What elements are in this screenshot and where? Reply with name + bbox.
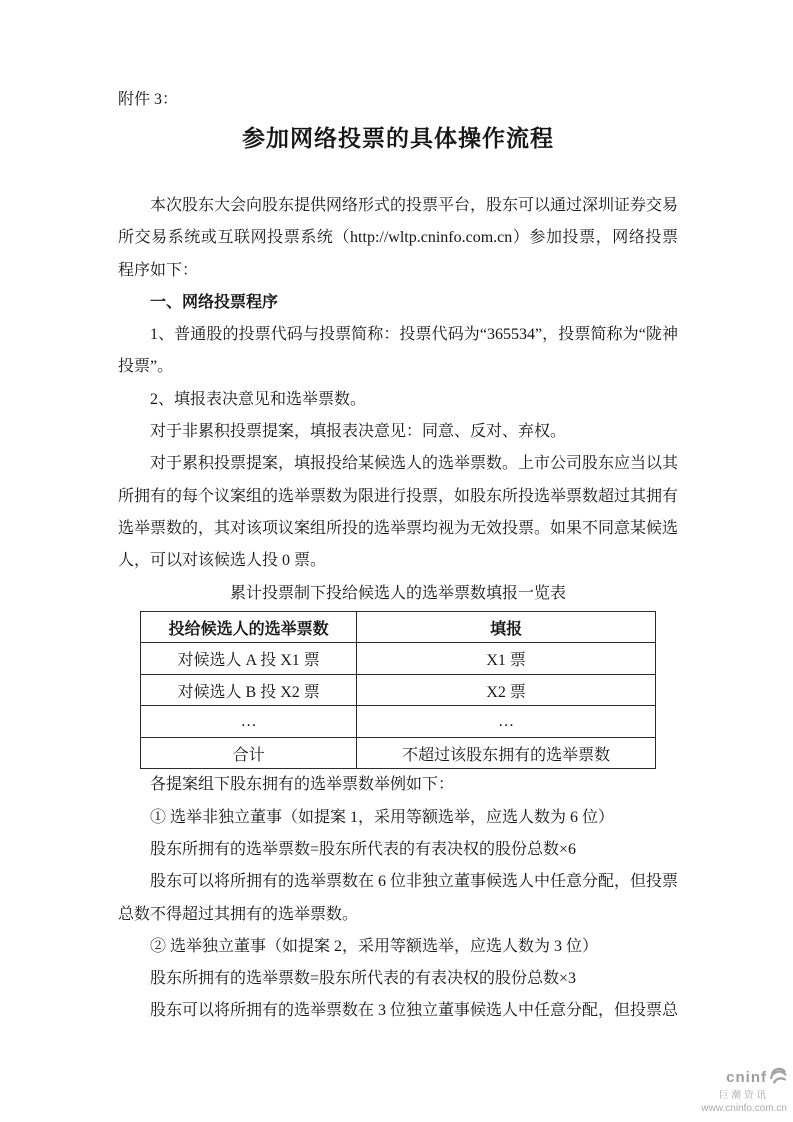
page-title: 参加网络投票的具体操作流程 (242, 125, 554, 151)
table-cell: 对候选人 A 投 X1 票 (141, 643, 357, 675)
table-header-votes: 投给候选人的选举票数 (141, 611, 357, 643)
example1-formula: 股东所拥有的选举票数=股东所代表的有表决权的股份总数×6 (150, 840, 577, 858)
examples-lead: 各提案组下股东拥有的选举票数举例如下： (150, 776, 455, 794)
table-cell: 对候选人 B 投 X2 票 (141, 674, 357, 706)
table-cell: … (141, 706, 357, 738)
item-non-cumulative: 对于非累积投票提案，填报表决意见：同意、反对、弃权。 (150, 423, 567, 441)
table-cell: … (357, 706, 656, 738)
example2-note: 股东可以将所拥有的选举票数在 3 位独立董事候选人中任意分配，但投票总 (150, 1002, 679, 1020)
table-row (141, 737, 656, 769)
cninfo-swirl-icon (769, 1067, 787, 1090)
intro-paragraph: 本次股东大会向股东提供网络形式的投票平台，股东可以通过深圳证券交易所交易系统或互联网投票系统（http://wltp.cninfo.com.cn）参加投票，网络投票程序如下： (118, 197, 679, 279)
example2-heading: ② 选举独立董事（如提案 2，采用等额选举，应选人数为 3 位） (150, 937, 599, 955)
table-caption: 累计投票制下投给候选人的选举票数填报一览表 (229, 584, 566, 602)
cninfo-url: www.cninfo.com.cn (701, 1103, 787, 1114)
vote-table (140, 611, 656, 770)
table-header-fill: 填报 (357, 611, 656, 643)
table-row (141, 643, 656, 675)
cninfo-brand-text: cninf (726, 1069, 767, 1087)
example1-heading: ① 选举非独立董事（如提案 1，采用等额选举，应选人数为 6 位） (150, 808, 615, 826)
table-cell: 不超过该股东拥有的选举票数 (357, 737, 656, 769)
item-voting-code: 1、普通股的投票代码与投票简称：投票代码为“365534”，投票简称为“陇神投票”。 (118, 326, 678, 376)
section-heading-network-voting: 一、网络投票程序 (150, 293, 279, 311)
cninfo-chinese-name: 巨潮资讯 (718, 1089, 769, 1101)
attachment-label: 附件 3： (118, 91, 179, 108)
item-cumulative: 对于累积投票提案，填报投给某候选人的选举票数。上市公司股东应当以其所拥有的每个议案组的选举票数为限进行投票，如股东所投选举票数超过其拥有选举票数的，其对该项议案组所投的选举票均视为无效投票。如果不同意某候选人，可以对该候选人投 0 票。 (118, 455, 679, 570)
table-row (141, 706, 656, 738)
table-cell: 合计 (141, 737, 357, 769)
example1-note: 股东可以将所拥有的选举票数在 6 位非独立董事候选人中任意分配，但投票总数不得超过其拥有的选举票数。 (118, 873, 679, 923)
cninfo-logo (701, 1067, 787, 1114)
example2-formula: 股东所拥有的选举票数=股东所代表的有表决权的股份总数×3 (150, 970, 577, 988)
table-cell: X1 票 (357, 643, 656, 675)
table-header-row (141, 611, 656, 643)
table-row (141, 674, 656, 706)
table-cell: X2 票 (357, 674, 656, 706)
item-fill-opinions: 2、填报表决意见和选举票数。 (150, 390, 367, 408)
document-page (118, 84, 678, 1028)
